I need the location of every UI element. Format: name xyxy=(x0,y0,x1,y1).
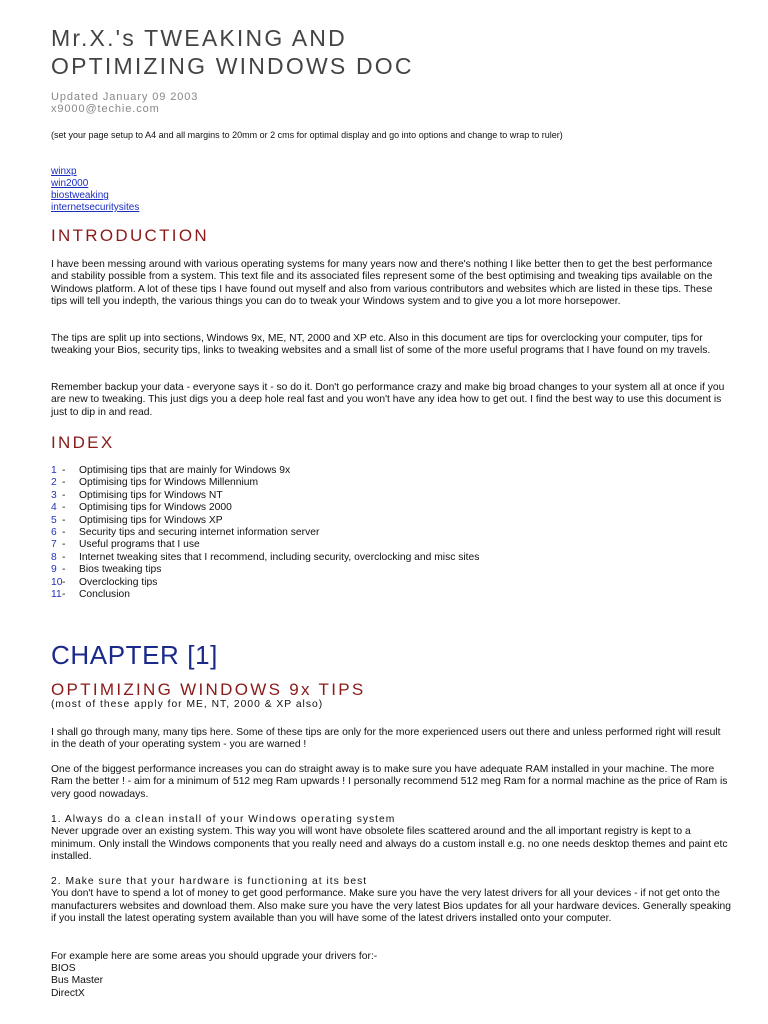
index-text: Optimising tips for Windows XP xyxy=(79,514,223,526)
index-item-2 xyxy=(51,477,479,489)
tip-2-heading: 2. Make sure that your hardware is functioning at its best xyxy=(51,876,368,887)
tip-1 xyxy=(51,814,731,864)
link-internetsecuritysites[interactable]: internetsecuritysites xyxy=(51,202,140,213)
link-win2000[interactable]: win2000 xyxy=(51,178,89,189)
index-item-6 xyxy=(51,527,479,539)
index-text: Conclusion xyxy=(79,589,130,601)
tip-1-body: Never upgrade over an existing system. This way you will wont have obsolete files scattered around and the all important registry is kept to a minimum. Only install the Windows components that you really need and always do a custom install e.g. no one needs desktop themes and paint etc installed. xyxy=(51,826,728,863)
updated-date: Updated January 09 2003 xyxy=(51,91,199,103)
intro-paragraph-3: Remember backup your data - everyone says it - so do it. Don't go performance crazy and make big broad changes to your system all at once if you are new to tweaking. This just digs you a deep hole real fast and you won't have any idea how to get out. I find the best way to use this document is just to dip in and read. xyxy=(51,382,725,418)
index-text: Overclocking tips xyxy=(79,576,158,588)
tip-1-heading: 1. Always do a clean install of your Windows operating system xyxy=(51,814,396,825)
index-dash: - xyxy=(62,551,66,563)
index-dash: - xyxy=(62,514,66,526)
link-biostweaking[interactable]: biostweaking xyxy=(51,190,109,201)
index-item-3 xyxy=(51,490,479,502)
index-item-8 xyxy=(51,552,479,564)
index-number: 8 xyxy=(51,551,57,563)
index-item-9 xyxy=(51,564,479,576)
index-text: Optimising tips that are mainly for Windows 9x xyxy=(79,465,291,476)
index-dash: - xyxy=(62,564,66,576)
chapter-1-subnote: (most of these apply for ME, NT, 2000 & XP also) xyxy=(51,699,324,710)
index-number: 7 xyxy=(51,539,57,551)
index-item-1 xyxy=(51,465,479,477)
index-dash: - xyxy=(62,465,66,476)
index-number: 2 xyxy=(51,477,57,489)
index-item-4 xyxy=(51,502,479,514)
index-number: 3 xyxy=(51,489,57,501)
section-links xyxy=(51,166,139,214)
index-item-10 xyxy=(51,577,479,589)
index-dash: - xyxy=(62,589,66,601)
index-text: Bios tweaking tips xyxy=(79,564,162,576)
index-dash: - xyxy=(62,477,66,489)
document-meta xyxy=(51,91,198,115)
index-number: 6 xyxy=(51,527,57,539)
intro-paragraph-1: I have been messing around with various operating systems for many years now and there's nothing I like better then to get the best performance and stability possible from a system. This text file and its associated files represent some of the best optimising and tweaking tips available on the Windows platform. A lot of these tips I have found out myself and also from various contributors and websites which are listed in these tips. These tips will tell you indepth, the various things you can do to tweak your Windows system and to give you a lot more horsepower. xyxy=(51,259,713,308)
index-dash: - xyxy=(62,527,66,539)
index-text: Internet tweaking sites that I recommend, including security, overclocking and misc sites xyxy=(79,551,480,563)
chapter-1-title: CHAPTER [1] xyxy=(51,640,218,670)
page-setup-note: (set your page setup to A4 and all margins to 20mm or 2 cms for optimal display and go into options and change to wrap to ruler) xyxy=(51,130,563,140)
index-dash: - xyxy=(62,489,66,501)
index-number: 5 xyxy=(51,514,57,526)
index-number: 11 xyxy=(51,589,62,601)
index-dash: - xyxy=(62,576,66,588)
index-number: 10 xyxy=(51,576,63,588)
driver-item: Bus Master xyxy=(51,975,104,987)
drivers-intro: For example here are some areas you should upgrade your drivers for:- xyxy=(51,951,378,962)
drivers-list xyxy=(51,963,103,1000)
index-item-5 xyxy=(51,515,479,527)
index-dash: - xyxy=(62,539,66,551)
title-line-2: OPTIMIZING WINDOWS DOC xyxy=(51,53,414,79)
index-dash: - xyxy=(62,502,66,514)
index-text: Useful programs that I use xyxy=(79,539,200,551)
index-number: 9 xyxy=(51,564,57,576)
index-text: Optimising tips for Windows Millennium xyxy=(79,477,259,489)
index-text: Optimising tips for Windows NT xyxy=(79,489,223,501)
intro-paragraph-2: The tips are split up into sections, Windows 9x, ME, NT, 2000 and XP etc. Also in this document are tips for overclocking your computer, tips for tweaking your Bios, security tips, links to tweaking websites and a small list of some of the more useful programs that I have found on my travels. xyxy=(51,333,711,357)
introduction-heading: INTRODUCTION xyxy=(51,226,209,245)
index-item-11 xyxy=(51,589,479,601)
index-text: Security tips and securing internet information server xyxy=(79,527,320,539)
chapter-1-heading: OPTIMIZING WINDOWS 9x TIPS xyxy=(51,680,366,699)
driver-item: BIOS xyxy=(51,963,76,974)
index-heading: INDEX xyxy=(51,433,115,452)
title-line-1: Mr.X.'s TWEAKING AND xyxy=(51,25,347,51)
index-number: 1 xyxy=(51,465,57,476)
chapter-1-paragraph-2: One of the biggest performance increases you can do straight away is to make sure you have adequate RAM installed in your machine. The more Ram the better ! - aim for a minimum of 512 meg Ram upwards ! I personally recommend 512 meg Ram for a normal machine as the price of Ram is very good nowadays. xyxy=(51,764,728,800)
link-winxp[interactable]: winxp xyxy=(51,166,77,177)
index-text: Optimising tips for Windows 2000 xyxy=(79,502,232,514)
index-number: 4 xyxy=(51,502,57,514)
driver-item: DirectX xyxy=(51,987,85,999)
index-item-7 xyxy=(51,539,479,551)
chapter-1-paragraph-1: I shall go through many, many tips here. Some of these tips are only for the more experienced users out there and unless performed right will result in the death of your operating system - you are warned ! xyxy=(51,727,721,751)
document-title xyxy=(51,24,414,80)
tip-2-body: You don't have to spend a lot of money to get good performance. Make sure you have the very latest drivers for all your devices - if not get onto the manufacturers websites and download them. Also make sure you have the very latest Bios updates for all your hardware devices. Generally speaking if you install the latest operating system available than you will have some of the latest drivers installed onto your computer. xyxy=(51,888,731,925)
index-list xyxy=(51,465,479,601)
author-email: x9000@techie.com xyxy=(51,103,160,115)
tip-2 xyxy=(51,876,731,926)
